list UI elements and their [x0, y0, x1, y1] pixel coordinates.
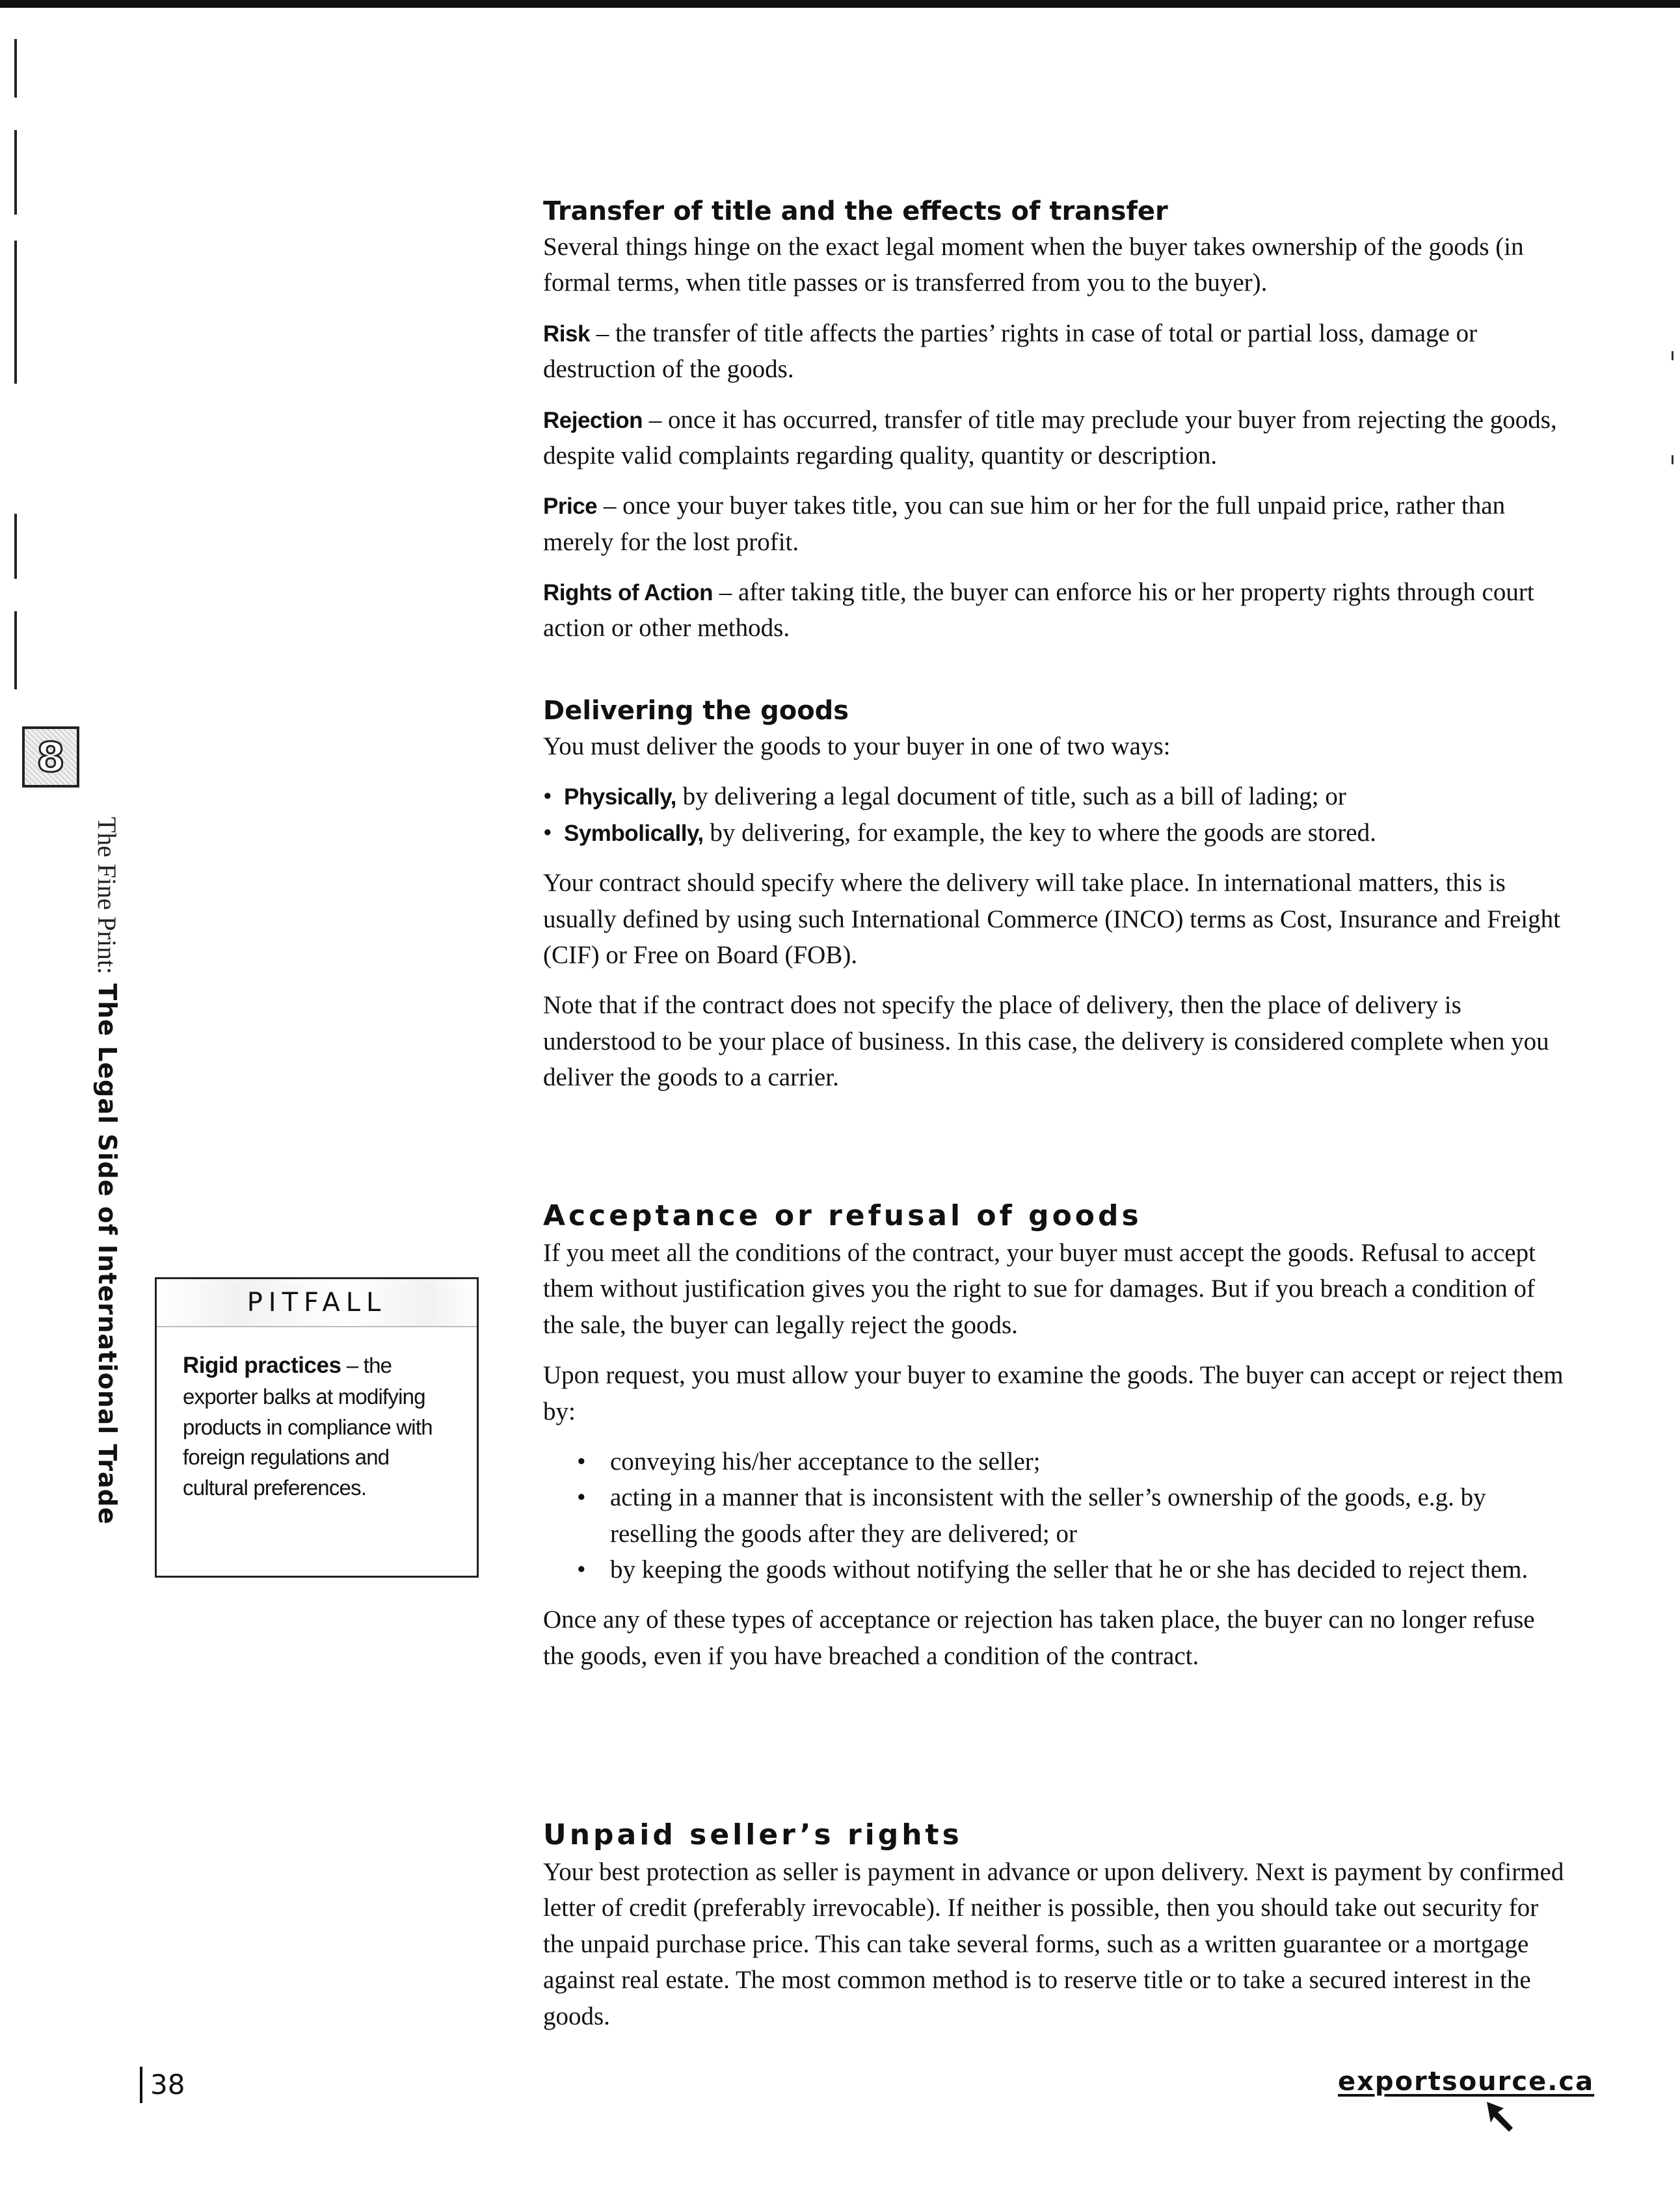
- term: Price: [543, 494, 598, 520]
- pitfall-term: Rigid practices: [183, 1353, 341, 1378]
- chapter-badge: [22, 726, 79, 788]
- website-link[interactable]: exportsource.ca: [1338, 2067, 1595, 2097]
- term: Risk: [543, 321, 590, 347]
- definition-rights-of-action: [543, 574, 1567, 646]
- definition-rejection: [543, 402, 1567, 474]
- scan-left-edge: [14, 241, 17, 384]
- pitfall-header: [157, 1279, 477, 1327]
- definition-text: – the transfer of title affects the parties’ rights in case of total or partial loss, damage or destruction of the goods.: [543, 319, 1478, 384]
- term: Rights of Action: [543, 580, 713, 605]
- pitfall-label: PITFALL: [247, 1288, 387, 1318]
- delivery-method-list: [543, 778, 1567, 851]
- section-unpaid-sellers-rights: [543, 1817, 1567, 2048]
- definition-text: – after taking title, the buyer can enforce his or her property rights through court action or other methods.: [543, 578, 1534, 643]
- definition-price: [543, 488, 1567, 560]
- acceptance-method-list: [543, 1444, 1567, 1588]
- arrow-cursor-icon: [1484, 2099, 1523, 2138]
- term: Rejection: [543, 407, 643, 433]
- list-item: [543, 815, 1567, 851]
- list-item: • acting in a manner that is inconsistent with the seller’s ownership of the goods, e.g. by reselling the goods after they are delivered; or: [543, 1479, 1567, 1552]
- pitfall-description: – the exporter balks at modifying products in compliance with foreign regulations and cultural preferences.: [183, 1353, 433, 1500]
- scan-left-edge: [14, 39, 17, 98]
- term: Physically,: [564, 784, 676, 810]
- paragraph: You must deliver the goods to your buyer in one of two ways:: [543, 732, 1171, 760]
- scan-mark: [1672, 455, 1673, 464]
- paragraph: Once any of these types of acceptance or rejection has taken place, the buyer can no longer refuse the goods, even if you have breached a condition of the contract.: [543, 1606, 1535, 1670]
- scan-left-edge: [14, 130, 17, 215]
- list-item: [543, 778, 1567, 814]
- definition-text: – once your buyer takes title, you can sue him or her for the full unpaid price, rather than merely for the lost profit.: [543, 492, 1506, 556]
- side-title-main: The Legal Side of International Trade: [93, 983, 122, 1525]
- running-side-title: [85, 817, 130, 1545]
- definition-risk: [543, 315, 1567, 388]
- section-transfer-of-title: [543, 195, 1567, 661]
- definition-text: – once it has occurred, transfer of title may preclude your buyer from rejecting the goods, despite valid complaints regarding quality, quantity or description.: [543, 405, 1557, 470]
- pitfall-text: [157, 1327, 477, 1504]
- section-heading: Acceptance or refusal of goods: [543, 1199, 1142, 1232]
- term: Symbolically,: [564, 820, 704, 846]
- pitfall-box: [155, 1277, 479, 1578]
- page-number: 38: [140, 2067, 185, 2103]
- section-heading: Unpaid seller’s rights: [543, 1818, 963, 1851]
- paragraph: Note that if the contract does not specify the place of delivery, then the place of delivery is understood to be your place of business. In this case, the delivery is considered complete when you deliver the goods to a carrier.: [543, 991, 1549, 1091]
- scan-mark: [1672, 351, 1673, 360]
- list-item-text: by delivering a legal document of title, such as a bill of lading; or: [676, 782, 1346, 811]
- scan-left-edge: [14, 611, 17, 689]
- chapter-number: 8: [36, 733, 65, 781]
- section-delivering-goods: [543, 695, 1567, 1109]
- section-heading: Transfer of title and the effects of transfer: [543, 196, 1168, 226]
- side-title-prefix: The Fine Print:: [92, 817, 122, 975]
- paragraph: Your best protection as seller is payment in advance or upon delivery. Next is payment by confirmed letter of credit (preferably irrevocable). If neither is possible, then you should take out security for the unpaid purchase price. This can take several forms, such as a written guarantee or a mortgage against real estate. The most common method is to reserve title or to take a secured interest in the goods.: [543, 1858, 1564, 2030]
- paragraph: Upon request, you must allow your buyer to examine the goods. The buyer can accept or reject them by:: [543, 1361, 1564, 1425]
- paragraph: If you meet all the conditions of the contract, your buyer must accept the goods. Refusal to accept them without justification gives you the right to sue for damages. But if you breach a condition of the sale, the buyer can legally reject the goods.: [543, 1239, 1536, 1339]
- list-item-text: by delivering, for example, the key to where the goods are stored.: [703, 818, 1376, 847]
- scan-top-border: [0, 0, 1680, 8]
- scan-left-edge: [14, 514, 17, 579]
- paragraph: Your contract should specify where the delivery will take place. In international matters, this is usually defined by using such International Commerce (INCO) terms as Cost, Insurance and Freight (CIF) or Free on Board (FOB).: [543, 869, 1560, 969]
- paragraph: Several things hinge on the exact legal moment when the buyer takes ownership of the goods (in formal terms, when title passes or is transferred from you to the buyer).: [543, 233, 1524, 297]
- section-heading: Delivering the goods: [543, 696, 849, 726]
- section-acceptance-refusal: [543, 1198, 1567, 1688]
- list-item: • conveying his/her acceptance to the seller;: [543, 1444, 1567, 1479]
- list-item: • by keeping the goods without notifying the seller that he or she has decided to reject them.: [543, 1552, 1567, 1587]
